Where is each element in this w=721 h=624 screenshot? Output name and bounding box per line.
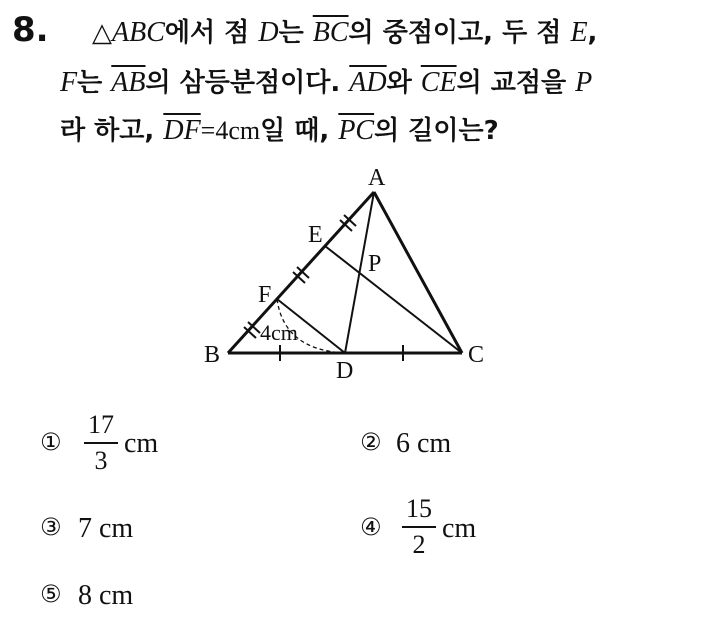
question-number: 8. — [12, 10, 49, 50]
question-line1-segment: D — [258, 17, 279, 48]
choice-1-numerator: 17 — [88, 410, 114, 439]
question-line2-segment: 와 — [386, 68, 421, 98]
question-line3-segment: 일 때, — [260, 116, 339, 146]
label-e: E — [308, 222, 323, 248]
segment-ab — [228, 192, 374, 353]
question-line2-segment: 의 교점을 — [456, 68, 576, 98]
choice-3-text[interactable]: 7 cm — [78, 513, 134, 544]
label-d: D — [336, 358, 354, 384]
question-line2-segment: P — [575, 67, 593, 98]
question-line2-segment: 의 삼등분점이다. — [145, 68, 350, 98]
label-b: B — [204, 342, 221, 368]
question-line2-segment: F — [60, 67, 78, 98]
choice-4-numerator: 15 — [406, 494, 432, 523]
label-a: A — [368, 165, 386, 191]
choice-4-denominator: 2 — [412, 530, 426, 559]
triangle-figure — [196, 160, 506, 390]
segment-ce — [325, 246, 462, 353]
choice-1-denominator: 3 — [94, 446, 108, 475]
question-line-2 — [60, 62, 592, 99]
choice-4-mark: ④ — [360, 513, 382, 541]
question-line1-segment: △ — [92, 18, 112, 47]
label-f: F — [258, 282, 272, 308]
question-line1-segment: , — [587, 18, 598, 48]
choice-5-text[interactable]: 8 cm — [78, 580, 134, 611]
question-line1-segment: 는 — [278, 18, 313, 48]
question-line1-segment: 의 중점이고, 두 점 — [348, 18, 571, 48]
question-line1-segment: E — [570, 17, 588, 48]
choice-1-unit: cm — [124, 428, 159, 459]
choice-2-text[interactable]: 6 cm — [396, 428, 452, 459]
question-line1-segment: ABC — [112, 17, 165, 48]
question-line3-segment: =4 — [200, 116, 229, 145]
choice-4-unit: cm — [442, 513, 477, 544]
question-line1-segment: 에서 점 — [164, 18, 259, 48]
choice-1-mark: ① — [40, 428, 62, 456]
label-p: P — [368, 251, 382, 277]
choice-1-fraction[interactable] — [84, 410, 118, 476]
question-line-1 — [92, 12, 597, 49]
segment-ac — [374, 192, 462, 353]
question-line3-segment: cm — [228, 116, 261, 145]
question-line-3 — [60, 110, 499, 147]
choice-3-mark: ③ — [40, 513, 62, 541]
choice-4-fraction[interactable] — [402, 494, 436, 560]
question-line2-segment: 는 — [77, 68, 112, 98]
label-c: C — [468, 342, 485, 368]
question-line1-segment: $\overline{BC}$ — [312, 17, 349, 48]
question-line3-segment: 라 하고, — [60, 116, 164, 146]
question-line3-segment: $\overline{DF}$ — [163, 115, 201, 146]
question-line3-segment: 의 길이는? — [374, 116, 499, 146]
label-df-length: 4cm — [260, 320, 298, 345]
choice-2-mark: ② — [360, 428, 382, 456]
question-line3-segment: $\overline{PC}$ — [338, 115, 375, 146]
choice-5-mark: ⑤ — [40, 580, 62, 608]
question-line2-segment: $\overline{CE}$ — [420, 67, 457, 98]
question-line2-segment: $\overline{AD}$ — [349, 67, 387, 98]
question-line2-segment: $\overline{AB}$ — [111, 67, 146, 98]
